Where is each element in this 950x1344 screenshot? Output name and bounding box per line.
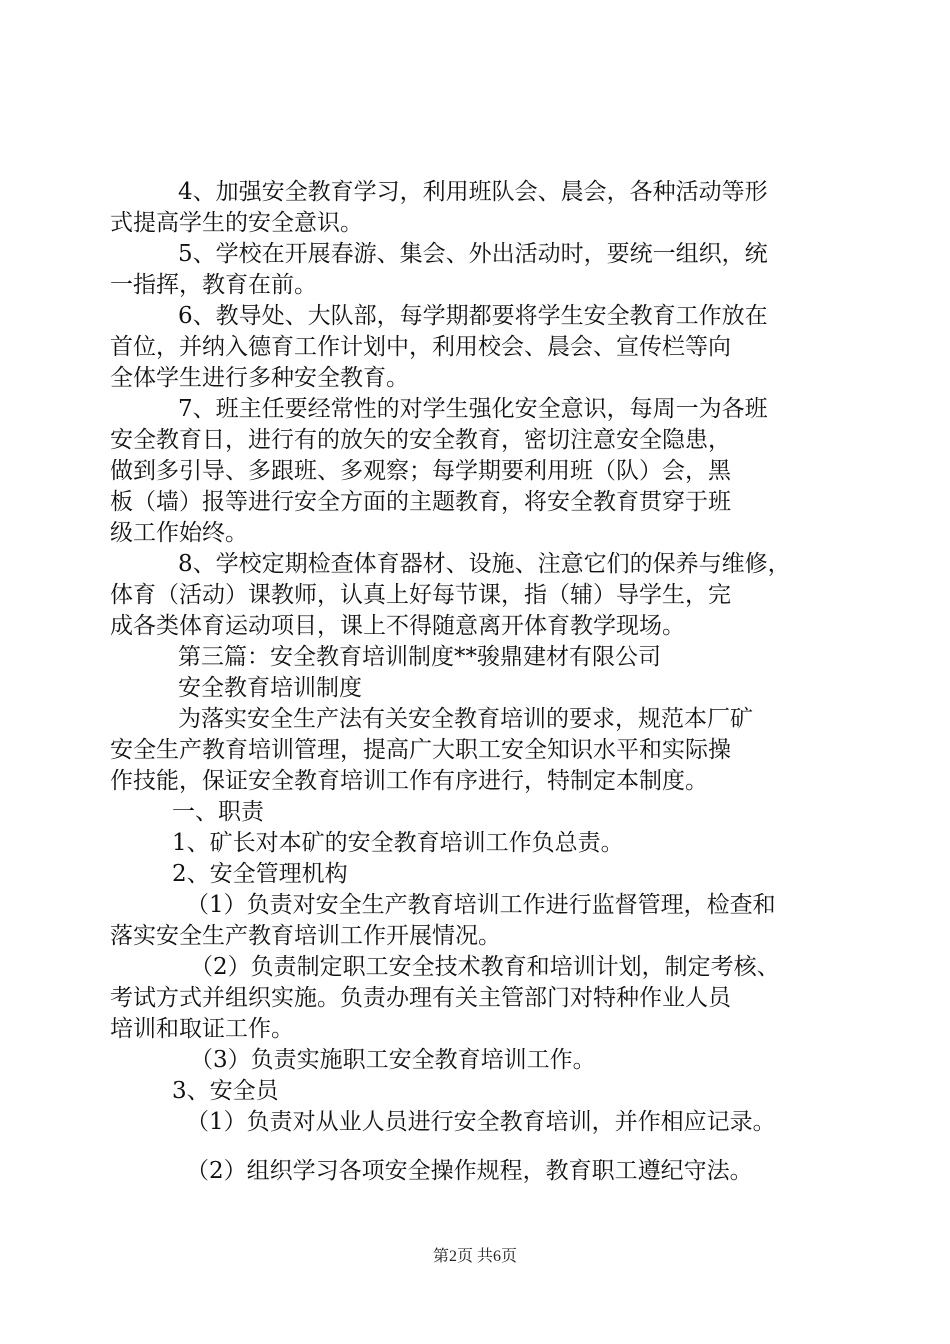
body-line: 一指挥，教育在前。 <box>110 272 317 298</box>
document-title: 安全教育培训制度 <box>178 675 362 701</box>
body-line: 体育（活动）课教师，认真上好每节课，指（辅）导学生，完 <box>110 582 731 608</box>
body-line: 板（墙）报等进行安全方面的主题教育，将安全教育贯穿于班 <box>110 489 731 515</box>
page-number: 第2页 共6页 <box>432 1248 517 1265</box>
body-line: 安全生产教育培训管理，提高广大职工安全知识水平和实际操 <box>110 737 731 763</box>
body-line: （2）负责制定职工安全技术教育和培训计划，制定考核、 <box>190 954 780 980</box>
subheading: 3、安全员 <box>172 1078 279 1104</box>
document-body <box>110 177 840 1187</box>
body-line: 作技能，保证安全教育培训工作有序进行，特制定本制度。 <box>110 768 708 794</box>
subheading: 2、安全管理机构 <box>172 861 348 887</box>
body-line: （3）负责实施职工安全教育培训工作。 <box>190 1047 596 1073</box>
body-line: （2）组织学习各项安全操作规程，教育职工遵纪守法。 <box>186 1158 753 1184</box>
body-line: 成各类体育运动项目，课上不得随意离开体育教学现场。 <box>110 613 685 639</box>
paragraph-gap <box>110 1138 840 1156</box>
body-line: 级工作始终。 <box>110 520 248 546</box>
body-line: 考试方式并组织实施。负责办理有关主管部门对特种作业人员 <box>110 985 731 1011</box>
body-line: 安全教育日，进行有的放矢的安全教育，密切注意安全隐患， <box>110 427 731 453</box>
subheading: 一、职责 <box>172 799 264 825</box>
body-line: 7、班主任要经常性的对学生强化安全意识，每周一为各班 <box>178 396 768 422</box>
body-line: 落实安全生产教育培训工作开展情况。 <box>110 923 501 949</box>
body-line: 6、教导处、大队部，每学期都要将学生安全教育工作放在 <box>178 303 768 329</box>
body-line: 4、加强安全教育学习，利用班队会、晨会，各种活动等形 <box>178 179 768 205</box>
section-heading: 第三篇：安全教育培训制度**骏鼎建材有限公司 <box>178 644 661 670</box>
body-line: 培训和取证工作。 <box>110 1016 294 1042</box>
body-line: 首位，并纳入德育工作计划中，利用校会、晨会、宣传栏等向 <box>110 334 731 360</box>
body-line: 为落实安全生产法有关安全教育培训的要求，规范本厂矿 <box>178 706 753 732</box>
body-line: 8、学校定期检查体育器材、设施、注意它们的保养与维修， <box>178 551 791 577</box>
body-line: （1）负责对从业人员进行安全教育培训，并作相应记录。 <box>186 1109 776 1135</box>
body-line: 全体学生进行多种安全教育。 <box>110 365 409 391</box>
body-line: 式提高学生的安全意识。 <box>110 210 363 236</box>
body-line: （1）负责对安全生产教育培训工作进行监督管理，检查和 <box>186 892 776 918</box>
body-line: 1、矿长对本矿的安全教育培训工作负总责。 <box>172 830 624 856</box>
page-footer <box>0 1243 950 1266</box>
body-line: 做到多引导、多跟班、多观察；每学期要利用班（队）会，黑 <box>110 458 731 484</box>
body-line: 5、学校在开展春游、集会、外出活动时，要统一组织，统 <box>178 241 768 267</box>
